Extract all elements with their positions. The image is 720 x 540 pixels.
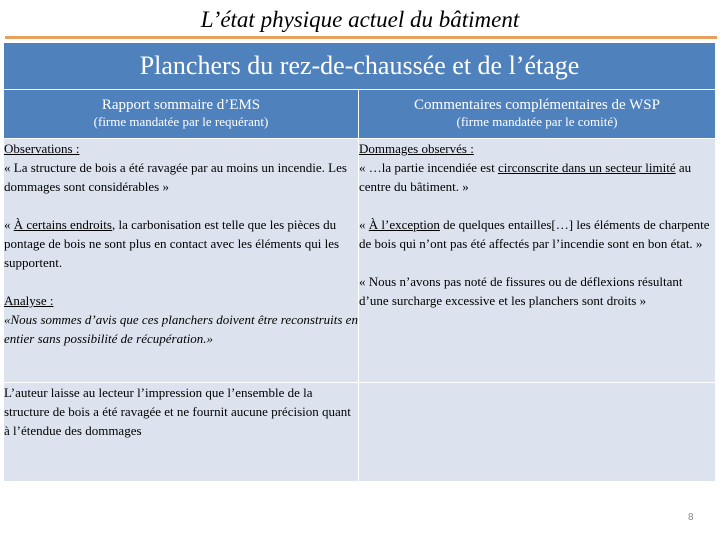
wsp-header-title: Commentaires complémentaires de WSP bbox=[414, 97, 660, 113]
spacer bbox=[4, 196, 358, 215]
exception-emphasis: À l’exception bbox=[368, 217, 440, 232]
ems-header-subtitle: (firme mandatée par le requérant) bbox=[93, 114, 269, 129]
cracks-paragraph: « Nous n’avons pas noté de fissures ou de déflexions résultant d’une surcharge excessive et les planchers sont droits » bbox=[359, 274, 683, 308]
quote-open: « bbox=[359, 217, 369, 232]
analysis-label: Analyse : bbox=[4, 293, 54, 308]
slide-title: L’état physique actuel du bâtiment bbox=[200, 7, 520, 32]
damage-paragraph bbox=[359, 158, 715, 196]
carbonization-paragraph bbox=[4, 215, 358, 272]
ems-report-cell bbox=[4, 139, 359, 383]
carbonization-emphasis: À certains endroits bbox=[13, 217, 112, 232]
spacer bbox=[4, 272, 358, 291]
carbonization-text: , la carbonisation est telle que les pièces du pontage de bois ne sont plus en contact avec les éléments qui les supportent. bbox=[4, 217, 340, 270]
exception-text: de quelques entailles[…] les éléments de charpente de bois qui n’ont pas été affectés par l’incendie sont en bon état. » bbox=[359, 217, 710, 251]
analysis-text: «Nous sommes d’avis que ces planchers doivent être reconstruits en entier sans possibilité de récupération.» bbox=[4, 312, 358, 346]
damage-post: au centre du bâtiment. » bbox=[359, 160, 692, 194]
wsp-comments-cell bbox=[359, 139, 716, 383]
comparison-table bbox=[3, 42, 716, 482]
observations-text: « La structure de bois a été ravagée par au moins un incendie. Les dommages sont considérables » bbox=[4, 160, 347, 194]
page-number: 8 bbox=[688, 512, 694, 523]
exception-paragraph bbox=[359, 215, 715, 253]
quote-open: « bbox=[4, 217, 14, 232]
empty-cell bbox=[359, 383, 716, 482]
wsp-header-subtitle: (firme mandatée par le comité) bbox=[456, 114, 618, 129]
damage-pre: « …la partie incendiée est bbox=[359, 160, 498, 175]
author-impression-cell: L’auteur laisse au lecteur l’impression que l’ensemble de la structure de bois a été ravagée et ne fournit aucune précision quant à l’étendue des dommages bbox=[4, 383, 359, 482]
spacer bbox=[359, 253, 715, 272]
ems-header-title: Rapport sommaire d’EMS bbox=[101, 97, 261, 113]
spacer bbox=[359, 196, 715, 215]
damage-label: Dommages observés : bbox=[359, 141, 474, 156]
damage-emphasis: circonscrite dans un secteur limité bbox=[497, 160, 676, 175]
observations-label: Observations : bbox=[4, 141, 80, 156]
title-underline bbox=[5, 36, 717, 39]
table-banner: Planchers du rez-de-chaussée et de l’étage bbox=[4, 43, 716, 90]
ems-header bbox=[4, 90, 359, 139]
wsp-header bbox=[359, 90, 716, 139]
